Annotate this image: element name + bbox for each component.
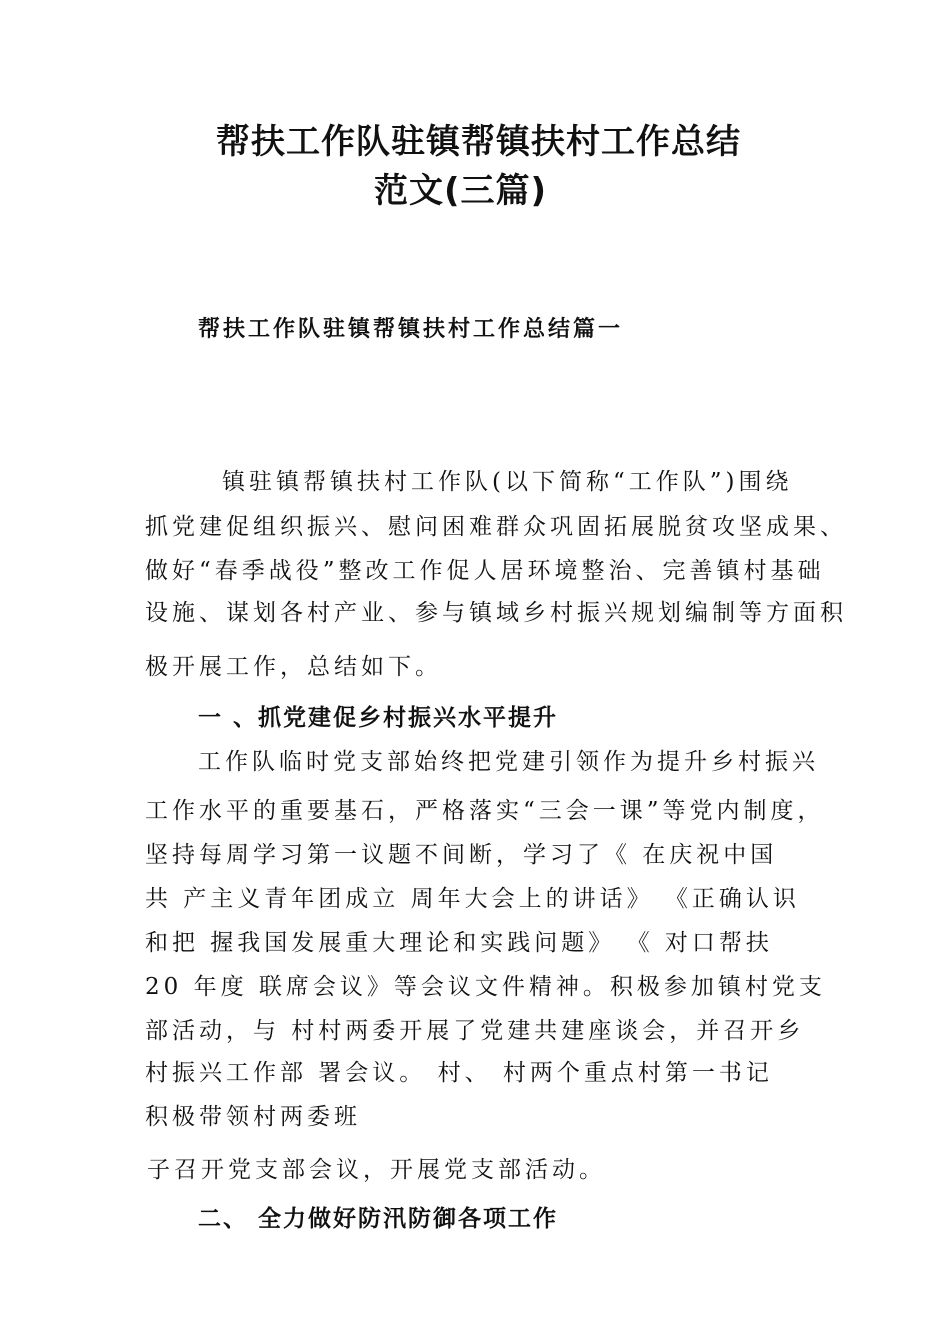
intro-line-5: 极开展工作，总结如下。 [145, 654, 442, 680]
body1-line-10: 子召开党支部会议，开展党支部活动。 [147, 1157, 606, 1183]
intro-line-3: 做好“春季战役”整改工作促人居环境整治、完善镇村基础 [145, 558, 825, 584]
heading-1: 一 、抓党建促乡村振兴水平提升 [198, 705, 559, 731]
body1-line-2: 工作水平的重要基石，严格落实“三会一课”等党内制度， [145, 798, 825, 824]
body1-line-1: 工作队临时党支部始终把党建引领作为提升乡村振兴 [198, 749, 819, 775]
body1-line-4: 共 产主义青年团成立 周年大会上的讲话》 《正确认识 [145, 886, 800, 912]
body1-line-6: 20 年度 联席会议》等会议文件精神。积极参加镇村党支 [145, 974, 826, 1000]
document-title-line1: 帮扶工作队驻镇帮镇扶村工作总结 [216, 122, 741, 162]
body1-line-8: 村振兴工作部 署会议。 村、 村两个重点村第一书记 [145, 1060, 773, 1086]
intro-line-1: 镇驻镇帮镇扶村工作队(以下简称“工作队”)围绕 [222, 469, 793, 495]
intro-line-4: 设施、谋划各村产业、参与镇域乡村振兴规划编制等方面积 [145, 600, 847, 626]
body1-line-7: 部活动，与 村村两委开展了党建共建座谈会，并召开乡 [145, 1018, 805, 1044]
document-title-line2: 范文(三篇) [374, 171, 548, 211]
body1-line-5: 和把 握我国发展重大理论和实践问题》 《 对口帮扶 [145, 930, 773, 956]
body1-line-9: 积极带领村两委班 [145, 1104, 361, 1130]
body1-line-3: 坚持每周学习第一议题不间断，学习了《 在庆祝中国 [145, 842, 778, 868]
intro-line-2: 抓党建促组织振兴、慰问困难群众巩固拓展脱贫攻坚成果、 [145, 514, 847, 540]
section-title: 帮扶工作队驻镇帮镇扶村工作总结篇一 [198, 317, 624, 342]
heading-2: 二、 全力做好防汛防御各项工作 [198, 1206, 559, 1232]
